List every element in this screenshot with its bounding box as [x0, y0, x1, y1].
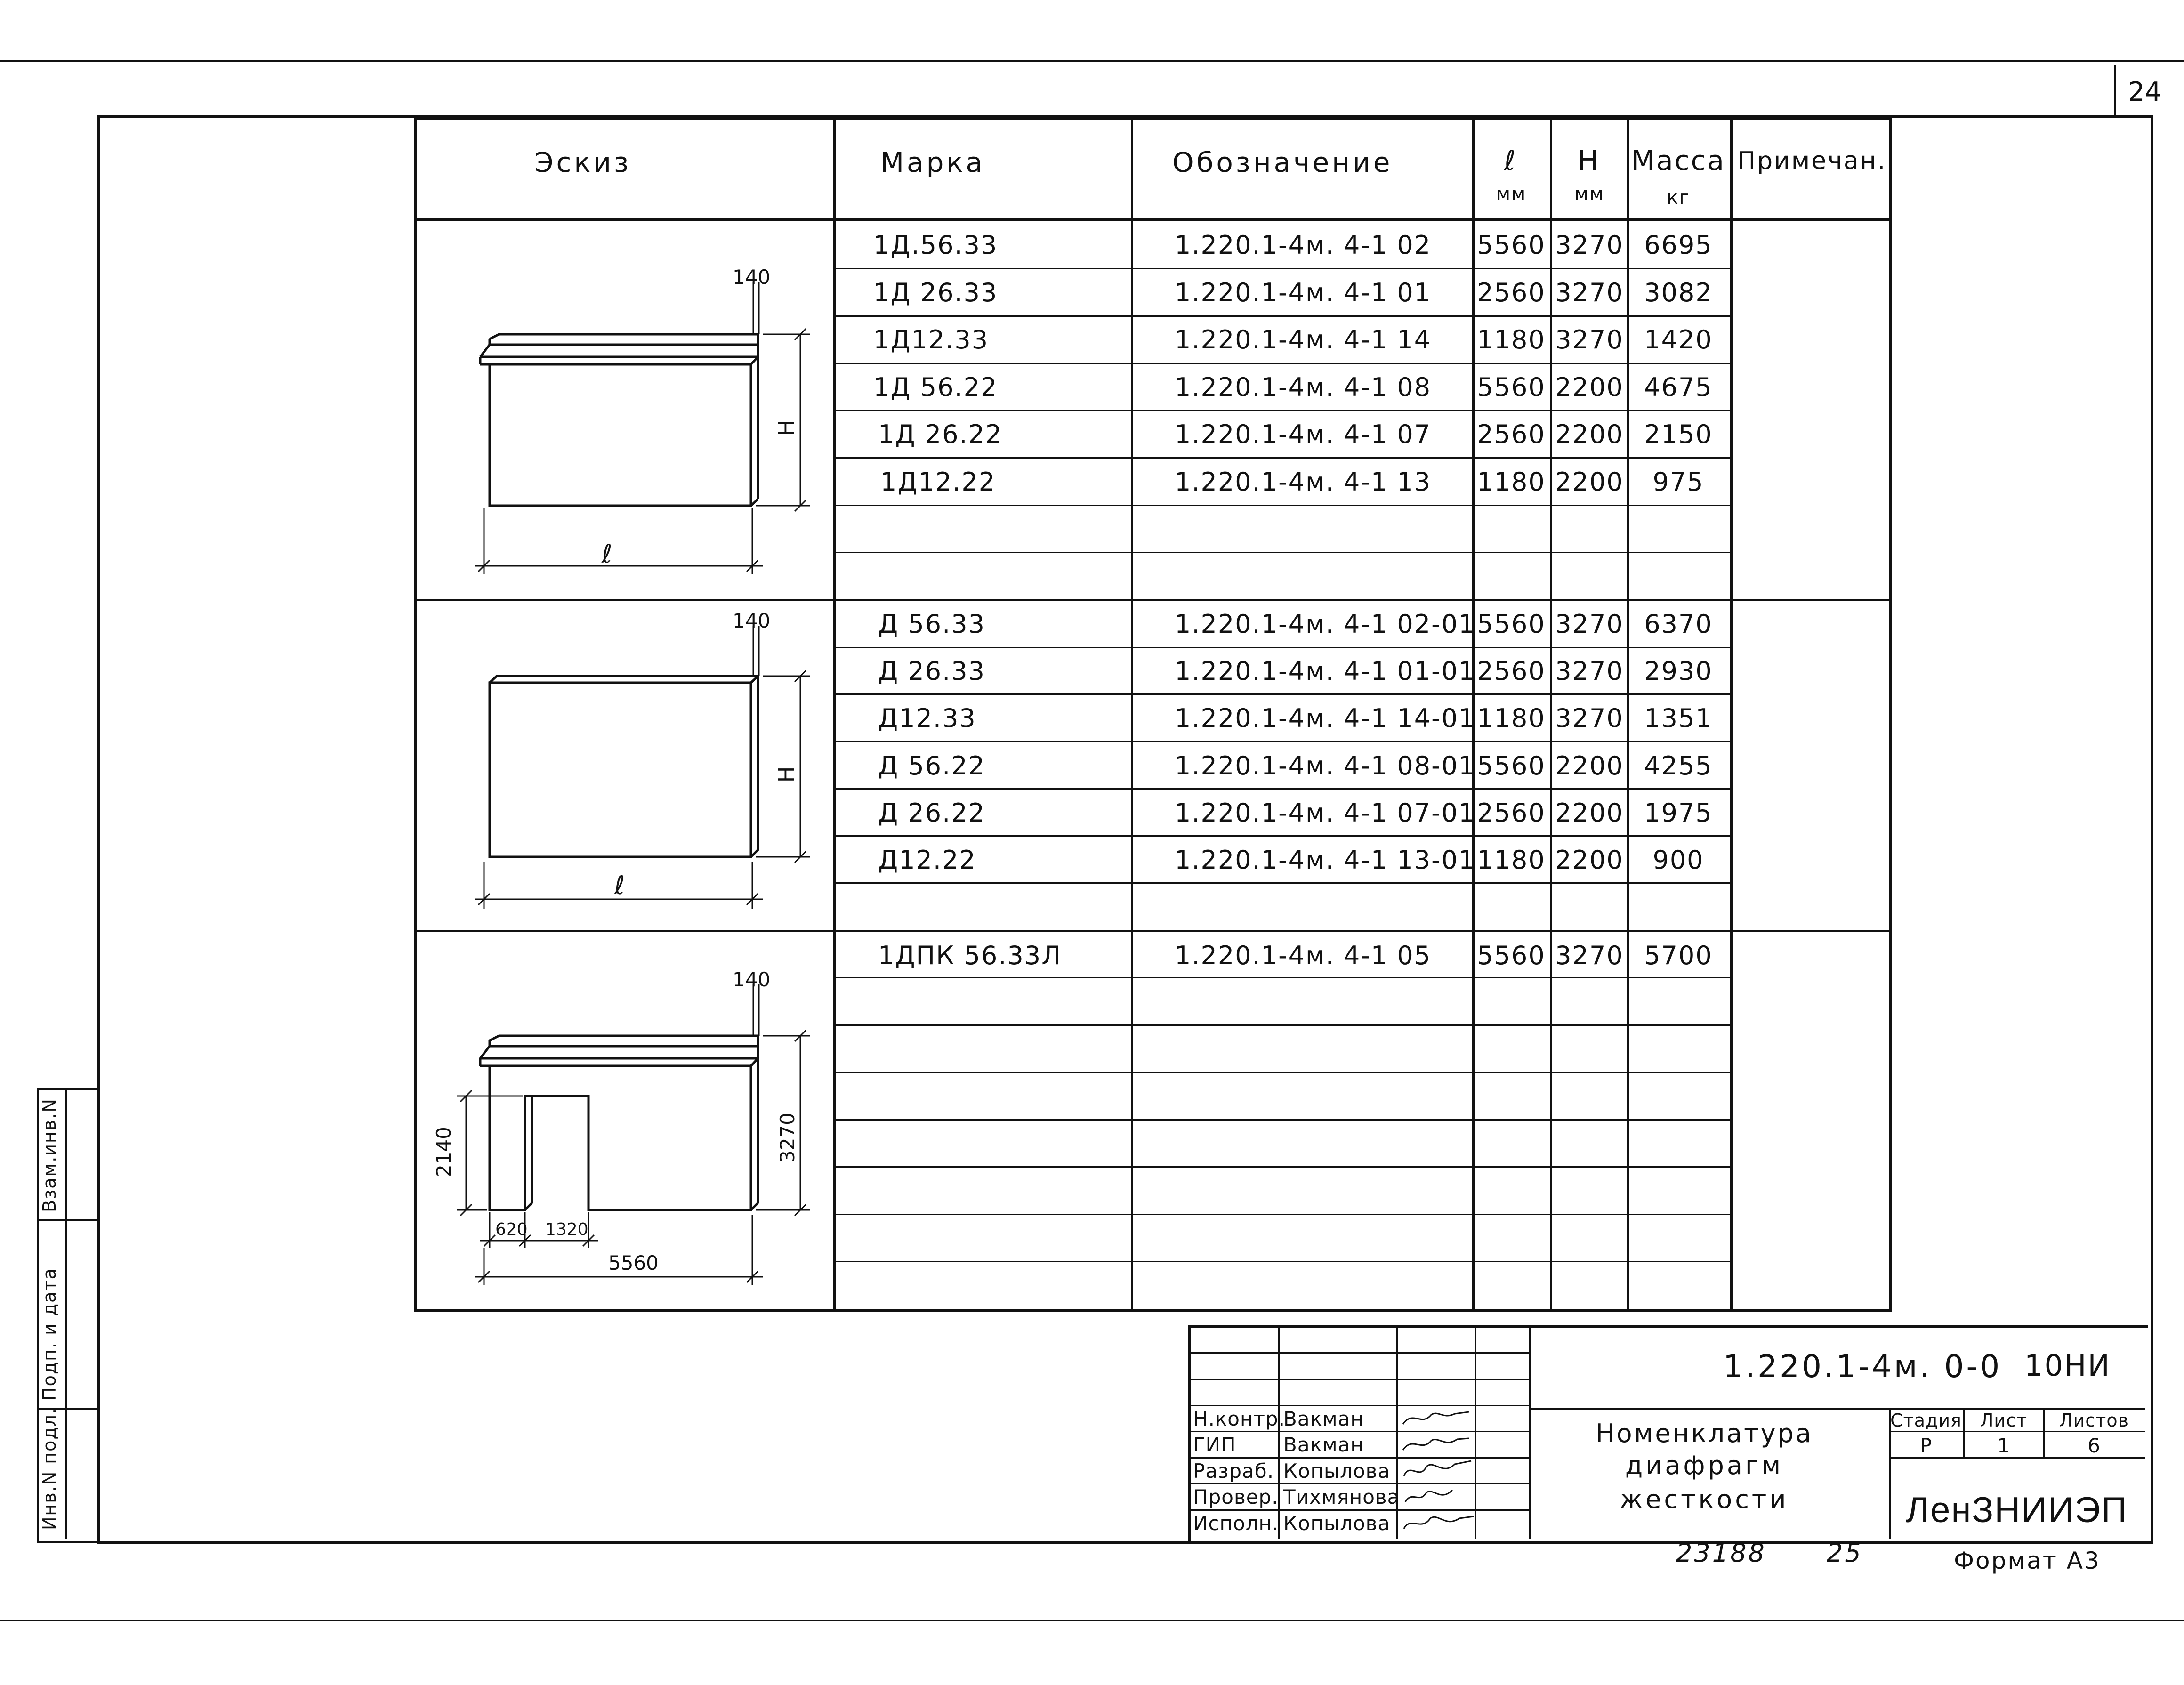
- cell-designation: 1.220.1-4м. 4-1 01: [1175, 278, 1432, 307]
- sketch3-length-label: 5560: [608, 1251, 659, 1274]
- sketch1-thickness-label: 140: [733, 266, 771, 289]
- cell-designation: 1.220.1-4м. 4-1 13-01: [1175, 845, 1476, 875]
- cell-l: 2560: [1477, 419, 1546, 449]
- name-n-kontr: Вакман: [1283, 1407, 1364, 1430]
- cell-h: 2200: [1555, 751, 1624, 781]
- sheet-label: Лист: [1980, 1410, 2028, 1431]
- sketch3-height-label: 3270: [776, 1113, 799, 1163]
- cell-designation: 1.220.1-4м. 4-1 05: [1175, 941, 1432, 970]
- vzam-inv-label: Взам.инв.N: [39, 1098, 60, 1212]
- cell-h: 3270: [1555, 278, 1624, 307]
- header-mark: Марка: [880, 146, 985, 178]
- cell-mass: 6695: [1644, 230, 1713, 260]
- header-h: Н: [1578, 145, 1601, 177]
- sheets-value: 6: [2087, 1434, 2101, 1457]
- handwritten-number-left: 23188: [1676, 1538, 1766, 1568]
- stage-value: Р: [1919, 1434, 1933, 1457]
- cell-l: 5560: [1477, 941, 1546, 970]
- cell-mark: Д12.22: [878, 845, 976, 875]
- cell-mass: 2930: [1644, 656, 1713, 686]
- cell-mark: 1Д12.33: [873, 325, 989, 355]
- cell-h: 3270: [1555, 656, 1624, 686]
- cell-l: 1180: [1477, 845, 1546, 875]
- cell-mass: 900: [1652, 845, 1704, 875]
- cell-l: 5560: [1477, 372, 1546, 402]
- cell-l: 2560: [1477, 798, 1546, 828]
- name-gip: Вакман: [1283, 1433, 1364, 1456]
- sketch2-length-label: ℓ: [614, 871, 625, 900]
- header-note: Примечан.: [1737, 147, 1887, 175]
- cell-designation: 1.220.1-4м. 4-1 07-01: [1175, 798, 1476, 828]
- cell-mass: 2150: [1644, 419, 1713, 449]
- header-mass-unit: кг: [1667, 187, 1690, 209]
- sketch2-thickness-label: 140: [733, 609, 771, 632]
- signatures: [1398, 1405, 1476, 1537]
- sketch-diaphragm-with-opening: [438, 965, 824, 1295]
- cell-h: 3270: [1555, 941, 1624, 970]
- page-number: 24: [2128, 77, 2162, 107]
- cell-h: 2200: [1555, 419, 1624, 449]
- role-n-kontr: Н.контр.: [1193, 1407, 1285, 1430]
- cell-mark: 1Д 56.22: [873, 372, 998, 402]
- paper-format: Формат А3: [1954, 1547, 2101, 1574]
- cell-designation: 1.220.1-4м. 4-1 08: [1175, 372, 1432, 402]
- cell-h: 2200: [1555, 845, 1624, 875]
- cell-mark: 1Д 26.22: [878, 419, 1003, 449]
- cell-mark: Д 56.22: [878, 751, 985, 781]
- name-razrab: Копылова: [1283, 1459, 1391, 1483]
- cell-mass: 1420: [1644, 325, 1713, 355]
- sheet-code: 10НИ: [2024, 1348, 2111, 1383]
- cell-h: 2200: [1555, 372, 1624, 402]
- name-ispoln: Копылова: [1283, 1512, 1391, 1535]
- cell-h: 3270: [1555, 230, 1624, 260]
- cell-mass: 4255: [1644, 751, 1713, 781]
- title-line-1: Номенклатура: [1596, 1419, 1813, 1448]
- top-trim-line: [0, 60, 2184, 62]
- cell-h: 3270: [1555, 325, 1624, 355]
- cell-mark: 1Д.56.33: [873, 230, 998, 260]
- header-designation: Обозначение: [1172, 146, 1393, 178]
- sketch1-length-label: ℓ: [602, 539, 612, 569]
- cell-designation: 1.220.1-4м. 4-1 02: [1175, 230, 1432, 260]
- cell-l: 1180: [1477, 325, 1546, 355]
- header-h-unit: мм: [1574, 183, 1605, 205]
- cell-designation: 1.220.1-4м. 4-1 14-01: [1175, 703, 1476, 733]
- name-prover: Тихмянова: [1283, 1485, 1400, 1508]
- cell-l: 1180: [1477, 467, 1546, 497]
- cell-designation: 1.220.1-4м. 4-1 07: [1175, 419, 1432, 449]
- sketch3-opening-height-label: 2140: [432, 1127, 455, 1177]
- sketch-diaphragm-with-ledge: [466, 264, 824, 584]
- table-header-line: [414, 218, 1889, 221]
- cell-mass: 4675: [1644, 372, 1713, 402]
- sheet-value: 1: [1997, 1434, 2010, 1457]
- role-ispoln: Исполн.: [1193, 1512, 1279, 1535]
- role-prover: Провер.: [1193, 1485, 1279, 1508]
- cell-h: 3270: [1555, 703, 1624, 733]
- header-sketch: Эскиз: [534, 146, 631, 178]
- cell-l: 5560: [1477, 230, 1546, 260]
- sketch3-opening-width-label: 1320: [545, 1220, 588, 1239]
- cell-mass: 5700: [1644, 941, 1713, 970]
- inv-podl-label: Инв.N подл.: [39, 1407, 60, 1530]
- sketch3-left-offset-label: 620: [495, 1220, 528, 1239]
- title-line-3: жесткости: [1620, 1484, 1789, 1514]
- cell-mark: Д 26.33: [878, 656, 985, 686]
- sketch2-height-label: Н: [774, 766, 799, 783]
- cell-l: 5560: [1477, 751, 1546, 781]
- sketch3-thickness-label: 140: [733, 968, 771, 991]
- cell-mass: 1975: [1644, 798, 1713, 828]
- cell-mark: Д12.33: [878, 703, 976, 733]
- cell-mark: 1ДПК 56.33Л: [878, 941, 1062, 970]
- role-gip: ГИП: [1193, 1433, 1236, 1456]
- cell-designation: 1.220.1-4м. 4-1 13: [1175, 467, 1432, 497]
- cell-mark: 1Д 26.33: [873, 278, 998, 307]
- header-l-unit: мм: [1496, 183, 1527, 205]
- sheets-label: Листов: [2059, 1410, 2129, 1431]
- header-l: ℓ: [1504, 145, 1518, 177]
- cell-l: 2560: [1477, 278, 1546, 307]
- cell-mass: 6370: [1644, 609, 1713, 639]
- cell-designation: 1.220.1-4м. 4-1 02-01: [1175, 609, 1476, 639]
- cell-mass: 975: [1652, 467, 1704, 497]
- cell-mark: Д 56.33: [878, 609, 985, 639]
- sketch1-height-label: Н: [774, 419, 799, 436]
- sketch-plain-diaphragm: [466, 607, 824, 918]
- document-code: 1.220.1-4м. 0-0: [1723, 1348, 2002, 1385]
- cell-designation: 1.220.1-4м. 4-1 08-01: [1175, 751, 1476, 781]
- role-razrab: Разраб.: [1193, 1459, 1274, 1483]
- handwritten-number-right: 25: [1827, 1538, 1863, 1568]
- cell-l: 5560: [1477, 609, 1546, 639]
- podp-data-label: Подп. и дата: [39, 1267, 60, 1401]
- organization-name: ЛенЗНИИЭП: [1906, 1490, 2128, 1530]
- cell-designation: 1.220.1-4м. 4-1 14: [1175, 325, 1432, 355]
- cell-mass: 3082: [1644, 278, 1713, 307]
- title-line-2: диафрагм: [1625, 1451, 1784, 1480]
- stage-label: Стадия: [1890, 1410, 1962, 1431]
- cell-h: 2200: [1555, 467, 1624, 497]
- cell-l: 1180: [1477, 703, 1546, 733]
- cell-mark: Д 26.22: [878, 798, 985, 828]
- cell-h: 3270: [1555, 609, 1624, 639]
- cell-designation: 1.220.1-4м. 4-1 01-01: [1175, 656, 1476, 686]
- cell-mass: 1351: [1644, 703, 1713, 733]
- bottom-trim-line: [0, 1620, 2184, 1621]
- cell-mark: 1Д12.22: [880, 467, 996, 497]
- header-mass: Масса: [1631, 145, 1725, 177]
- cell-h: 2200: [1555, 798, 1624, 828]
- cell-l: 2560: [1477, 656, 1546, 686]
